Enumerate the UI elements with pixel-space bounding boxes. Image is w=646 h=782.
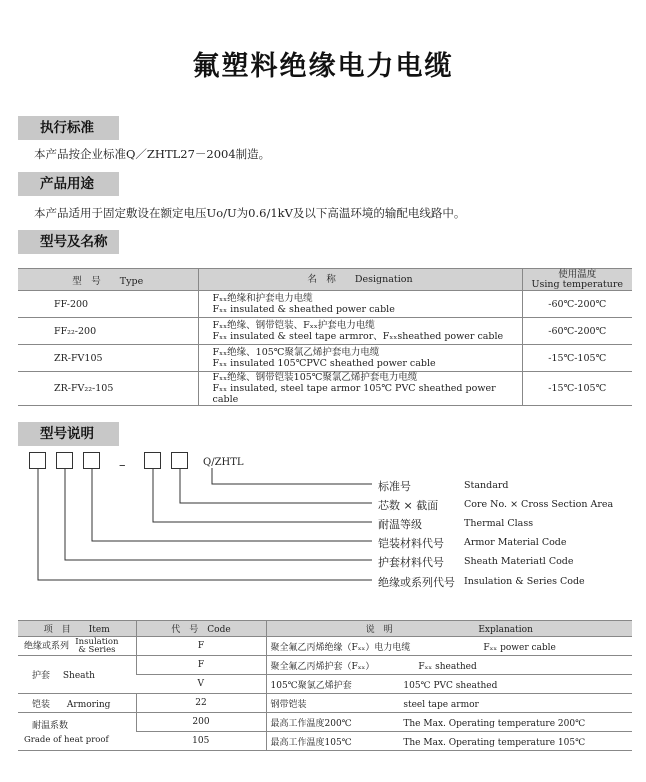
section-heading-standard: 执行标准 (18, 116, 119, 140)
explain-cell (266, 732, 632, 751)
header-designation: 名 称 Designation (198, 269, 522, 291)
item-cn: 耐温系数 (32, 721, 69, 731)
explain-cell (266, 713, 632, 732)
item-en: Grade of heat proof (24, 735, 109, 745)
code-cell: V (136, 675, 266, 694)
designation-cn: Fₓₓ绝缘、钢带铠装、Fₓₓ护套电力电缆 (212, 320, 375, 331)
code-cell: 22 (136, 694, 266, 713)
model-type: FF-200 (18, 291, 198, 318)
code-box-insulation (29, 452, 46, 469)
header-temp-cn: 使用温度 (558, 268, 597, 280)
model-type: FF₂₂-200 (18, 318, 198, 345)
designation-en: Fₓₓ insulated & sheathed power cable (212, 304, 395, 315)
code-box-core (171, 452, 188, 469)
diagram-label-cn: 芯数 × 截面 (378, 499, 439, 512)
standard-text: 本产品按企业标准Q／ZHTL27－2004制造。 (34, 147, 271, 161)
designation-en: Fₓₓ insulated & steel tape armror、Fₓₓsheathed power cable (212, 331, 504, 342)
explain-cell (266, 675, 632, 694)
diagram-label-en: Sheath Materiatl Code (464, 556, 574, 567)
designation-en: Fₓₓ insulated, steel tape armor 105℃ PVC sheathed power cable (212, 383, 496, 405)
model-temp: -15℃-105℃ (522, 345, 632, 372)
model-temp: -60℃-200℃ (522, 291, 632, 318)
table-row (18, 713, 632, 732)
section-heading-explain: 型号说明 (18, 422, 119, 446)
item-cell (18, 637, 136, 656)
designation-cn: Fₓₓ绝缘和护套电力电缆 (212, 293, 313, 304)
designation-en: Fₓₓ insulated 105℃PVC sheathed power cable (212, 358, 436, 369)
header-type: 型 号 Type (18, 269, 198, 291)
diagram-label-en: Armor Material Code (464, 537, 567, 548)
explain-en: 105℃ PVC sheathed (403, 680, 498, 691)
explain-cn: 最高工作温度105℃ (270, 737, 352, 748)
diagram-label-cn: 耐温等级 (378, 518, 422, 531)
item-cell (18, 694, 136, 713)
model-temp: -60℃-200℃ (522, 318, 632, 345)
header-explain-en: Explanation (478, 625, 533, 635)
section-heading-usage: 产品用途 (18, 172, 119, 196)
designation-cn: Fₓₓ绝缘、钢带铠装105℃聚氯乙烯护套电力电缆 (212, 372, 418, 383)
diagram-label-en: Thermal Class (464, 518, 534, 529)
explain-cn: 聚全氟乙丙烯护套（Fₓₓ） (270, 661, 375, 672)
diagram-label-cn: 护套材料代号 (378, 556, 444, 569)
explain-cell (266, 694, 632, 713)
code-dash: – (119, 458, 126, 473)
model-type: ZR-FV₂₂-105 (18, 372, 198, 406)
code-box-thermal (144, 452, 161, 469)
item-en: Sheath (62, 671, 95, 681)
item-cn: 护套 (32, 671, 51, 681)
item-en: Armoring (66, 699, 111, 710)
header-item: 项 目 Item (18, 621, 136, 637)
explain-cn: 聚全氟乙丙烯绝缘（Fₓₓ）电力电缆 (270, 642, 411, 653)
table-row (18, 656, 632, 675)
standard-code: Q/ZHTL (203, 457, 244, 468)
explain-cell (266, 656, 632, 675)
item-cell (18, 656, 136, 694)
code-table (18, 620, 632, 751)
code-cell: F (136, 656, 266, 675)
explain-en: The Max. Operating temperature 200℃ (403, 718, 586, 729)
diagram-label-cn: 标准号 (378, 480, 411, 493)
explain-cn: 105℃聚氯乙烯护套 (270, 680, 352, 691)
table-row (18, 637, 632, 656)
item-en: Insulation & Series (75, 637, 119, 655)
diagram-label-cn: 铠装材料代号 (378, 537, 444, 550)
code-cell: 200 (136, 713, 266, 732)
explain-en: Fₓₓ sheathed (418, 661, 477, 672)
code-cell: F (136, 637, 266, 656)
diagram-label-en: Standard (464, 480, 509, 491)
section-heading-models: 型号及名称 (18, 230, 119, 254)
explain-en: steel tape armor (403, 699, 479, 710)
header-code: 代 号 Code (136, 621, 266, 637)
model-type: ZR-FV105 (18, 345, 198, 372)
item-cell (18, 713, 136, 751)
header-temp-en: Using temperature (531, 278, 624, 290)
code-box-armor (83, 452, 100, 469)
code-cell: 105 (136, 732, 266, 751)
diagram-label-cn: 绝缘或系列代号 (378, 576, 455, 589)
designation-cn: Fₓₓ绝缘、105℃聚氯乙烯护套电力电缆 (212, 347, 380, 358)
item-cn: 铠装 (32, 699, 51, 710)
header-explanation (266, 621, 632, 637)
code-box-sheath (56, 452, 73, 469)
header-explain-cn: 说 明 (365, 625, 393, 635)
explain-en: Fₓₓ power cable (483, 642, 556, 653)
model-temp: -15℃-105℃ (522, 372, 632, 406)
explain-cn: 钢带铠装 (270, 699, 307, 710)
item-cn: 绝缘或系列 (24, 641, 70, 652)
table-row (18, 694, 632, 713)
explain-cell (266, 637, 632, 656)
diagram-label-en: Core No. × Cross Section Area (464, 499, 614, 510)
explain-cn: 最高工作温度200℃ (270, 718, 352, 729)
usage-text: 本产品适用于固定敷设在额定电压Uo/U为0.6/1kV及以下高温环境的输配电线路中。 (34, 206, 466, 220)
page-title: 氟塑料绝缘电力电缆 (192, 51, 454, 82)
diagram-label-en: Insulation & Series Code (464, 576, 585, 587)
explain-en: The Max. Operating temperature 105℃ (403, 737, 586, 748)
